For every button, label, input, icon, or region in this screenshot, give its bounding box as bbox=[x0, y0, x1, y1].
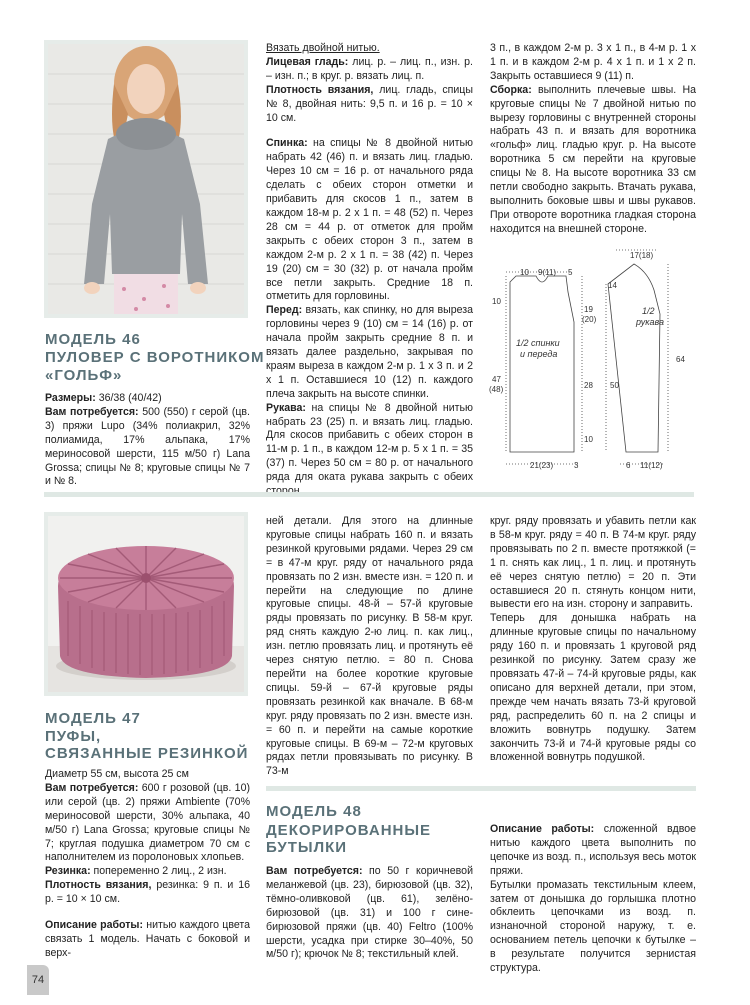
back-text: на спицы № 8 двойной нитью набрать 42 (46) п. и вязать лиц. гладью. Через 10 см = 16 р. от начального ряда сделать с обеих сторон отметки и прибавить для скосов 1 п., затем в каждом 18-м р. 2 х 1 п. = 48 (52) п. Через 28 см = 44 р. от отметок для пройм закрыть с обеих сторон 3 п., затем в каждом 2-м р. 2 х 1 п. = 38 (42) п. Через 19 (20) см = 30 (32) р. от начала пройм все петли закрыть. Средние 18 п. отметить для горловины. bbox=[266, 137, 473, 303]
dim-l48: (48) bbox=[489, 385, 504, 394]
dim-r28: 28 bbox=[584, 381, 593, 390]
model47-col2 bbox=[266, 515, 473, 779]
dim-s14: 14 bbox=[608, 281, 617, 290]
sleeve-label: Рукава: bbox=[266, 401, 306, 414]
pouf-density-text: резинка: 9 п. и 16 р. = 10 × 10 см. bbox=[45, 879, 250, 906]
diagram-body-label1: 1/2 спинки bbox=[516, 338, 560, 348]
need-value: 500 (550) г серой (цв. 3) пряжи Lupo (34% полиакрил, 32% полиамида, 17% альпака, 17% мериносовой шерсти, 115 м/50 г) Lana Grossa; спицы № 8; круговые спицы № 7 и № 8. bbox=[45, 405, 250, 488]
bottles-need-text: по 50 г коричневой меланжевой (цв. 23), бирюзовой (цв. 32), тёмно-оливковой (цв. 61), зелёно-бирюзовой (цв. 31) и 100 г сине-бирюзовой пряжи (цв. 40) Feltro (100% шерсти, усадка при стирке 30–40%, 50 м/50 г); крючок № 8; текстильный клей. bbox=[266, 865, 473, 961]
dim-s64: 64 bbox=[676, 355, 685, 364]
model46-col3 bbox=[490, 42, 696, 237]
pattern-diagram bbox=[486, 242, 696, 474]
model48-divider bbox=[266, 786, 696, 791]
model46-title-line1: ПУЛОВЕР С ВОРОТНИКОМ bbox=[45, 349, 265, 366]
pouf-col2-text: ней детали. Для этого на длинные круговые спицы набрать 160 п. и вязать резинкой круговыми рядами. Через 29 см = в 47-м круг. ряду от начального ряда провязать по 2 изн. вместе изн. = 120 п. и перейти на следующие по длине круговые спицы. 48-й – 57-й круговые ряды провязать по рисунку. В 58-м круг. ряд снять каждую 2-ю лиц. п. как лиц., изн. петлю провязать лиц. и протянуть её через снятую петлю. = 80 п. Снова перейти на более короткие круговые спицы. 59-й – 67-й круговые ряды провязать резинкой как вначале. В 68-м круг. ряду провязать по 2 изн. вместе изн. = 60 п. и перейти на самые короткие круговые спицы. В 69-м – 72-м круговых рядах петли провязывать по рисунку. В 73-м bbox=[266, 515, 473, 778]
dim-t9: 9(11) bbox=[538, 268, 557, 277]
diagram-sleeve-label1: 1/2 bbox=[642, 306, 655, 316]
diagram-body-label2: и переда bbox=[520, 349, 558, 359]
model46-materials bbox=[45, 392, 250, 489]
model47-materials bbox=[45, 768, 250, 961]
assembly-label: Сборка: bbox=[490, 83, 532, 96]
dim-t10: 10 bbox=[520, 268, 529, 277]
front-label: Перед: bbox=[266, 304, 303, 317]
pouf-col3a-text: круг. ряду провязать и убавить петли как в 58-м круг. ряду = 40 п. В 74-м круг. ряду провязывать по 2 п. вместе протяжкой (= 1 п. снять как лиц., 1 п. лиц. и протянуть её через снятую петлю) = 20 п. Эти оставшиеся 20 п. стянуть концом нити, вывести его на изн. сторону и заправить. bbox=[490, 515, 696, 611]
dim-s11: 11(12) bbox=[640, 461, 663, 470]
rib-text: попеременно 2 лиц., 2 изн. bbox=[93, 865, 227, 878]
model46-col2 bbox=[266, 42, 473, 499]
page-number: 74 bbox=[27, 965, 49, 995]
dim-s17: 17(18) bbox=[630, 251, 654, 260]
density-text: лиц. гладь, спицы № 8, двойная нить: 9,5 п. и 16 р. = 10 × 10 см. bbox=[266, 83, 473, 124]
double-thread-note: Вязать двойной нитью. bbox=[266, 42, 380, 54]
rib-label: Резинка: bbox=[45, 865, 91, 878]
pouf-photo bbox=[44, 512, 248, 696]
sizes-value: 36/38 (40/42) bbox=[98, 392, 162, 404]
pouf-need-text: 600 г розовой (цв. 10) или серой (цв. 2) пряжи Ambiente (70% мериносовой шерсти, 30% альпака, 40 м/50 г) Lana Grossa; круговые спицы № 7; круглая подушка диаметром 70 см с наполнителем из поролоновых хлопьев. bbox=[45, 781, 250, 864]
model46-title-line2: «ГОЛЬФ» bbox=[45, 367, 123, 384]
model48-label: МОДЕЛЬ 48 bbox=[266, 803, 362, 820]
bottles-work-text1: сложенной вдвое нитью каждого цвета выполнить по цепочке из возд. п., используя весь моток пряжи. bbox=[490, 823, 696, 877]
model46-label: МОДЕЛЬ 46 bbox=[45, 331, 141, 348]
pouf-illustration bbox=[48, 516, 244, 692]
bottles-work-label: Описание работы: bbox=[490, 823, 595, 835]
sizes-label: Размеры: bbox=[45, 392, 96, 404]
sleeve-text: на спицы № 8 двойной нитью набрать 23 (25) п. и вязать лиц. гладью. Для скосов прибавить с обеих сторон в 11-м р. 1 п., в каждом 12-м р. 5 х 1 п. = 35 (37) п. Через 50 см = 80 р. от начального ряда для оката рукава закрыть с обеих bbox=[266, 401, 473, 484]
model47-col3 bbox=[490, 515, 696, 765]
assembly-text: выполнить плечевые швы. На круговые спицы № 7 двойной нитью по вырезу горловины с внутренней стороны набрать 43 п. и вязать для воротника «гольф» лиц. гладью круг. р. На высоте воротника 5 см перейти на круговые спицы № 8. На высоте воротника 33 см петли свободно закрыть. Втачать рукава, выполнить боковые швы и швы рукавов. При отвороте воротника гладкая сторона находится на внешней стороне. bbox=[490, 83, 696, 235]
diagram-sleeve-label2: рукава bbox=[636, 317, 664, 327]
section-divider bbox=[44, 492, 694, 497]
bottles-need-label: Вам потребуется: bbox=[266, 865, 363, 877]
front-text: вязать, как спинку, но для выреза горловины через 9 (10) см = 14 (16) р. от начала пройм закрыть средние 8 п. и вязать далее раздельно, закрывая по краям выреза в каждом 2-м р. 1 х 3 п. и 2 х 1 п. Оставшиеся 10 (12) п. каждого плеча закрыть на высоте спинки. bbox=[266, 304, 473, 400]
model47-title-line2: СВЯЗАННЫЕ РЕЗИНКОЙ bbox=[45, 745, 249, 762]
model48-title-line2: БУТЫЛКИ bbox=[266, 839, 348, 856]
dim-l10: 10 bbox=[492, 297, 501, 306]
bottles-work-text2: Бутылки промазать текстильным клеем, затем от донышка до горлышка плотно обклеить цепочками из возд. п. изнаночной стороной наружу, т. е. основанием петель цепочки к бутылке – в результате получится зернистая структура. bbox=[490, 878, 696, 975]
pouf-work-text: нитью каждого цвета связать 1 модель. Начать с боковой и верх- bbox=[45, 919, 251, 959]
model48-title-line1: ДЕКОРИРОВАННЫЕ bbox=[266, 822, 432, 839]
dim-r19: 19 bbox=[584, 305, 593, 314]
dim-l47: 47 bbox=[492, 375, 501, 384]
dim-b3: 3 bbox=[574, 461, 579, 470]
model48-materials bbox=[266, 865, 473, 962]
model48-col3 bbox=[490, 823, 696, 976]
dim-b21: 21(23) bbox=[530, 461, 554, 470]
pouf-work-label: Описание работы: bbox=[45, 919, 143, 932]
pouf-density-label: Плотность вязания, bbox=[45, 879, 152, 892]
smooth-text: лиц. р. – лиц. п., изн. р. – изн. п.; в круг. р. вязать лиц. п. bbox=[266, 55, 473, 82]
pouf-need-label: Вам потребуется: bbox=[45, 781, 139, 794]
density-label: Плотность вязания, bbox=[266, 83, 374, 96]
smooth-label: Лицевая гладь: bbox=[266, 55, 349, 68]
model47-label: МОДЕЛЬ 47 bbox=[45, 710, 141, 727]
dim-r20: (20) bbox=[582, 315, 597, 324]
model47-title-line1: ПУФЫ, bbox=[45, 728, 102, 745]
dim-s6: 6 bbox=[626, 461, 631, 470]
need-label: Вам потребуется: bbox=[45, 405, 139, 418]
dim-t5: 5 bbox=[568, 268, 573, 277]
dim-r10: 10 bbox=[584, 435, 593, 444]
back-label: Спинка: bbox=[266, 137, 308, 150]
sweater-illustration bbox=[48, 44, 244, 314]
dim-s50: 50 bbox=[610, 381, 619, 390]
sweater-photo bbox=[44, 40, 248, 318]
sleeve-cont-text: 3 п., в каждом 2-м р. 3 х 1 п., в 4-м р. 1 х 1 п. и в каждом 2-м р. 4 х 1 п. и 1 х 2 п. Закрыть оставшиеся 9 (11) п. bbox=[490, 42, 696, 82]
pouf-dimensions: Диаметр 55 см, высота 25 см bbox=[45, 768, 189, 780]
pouf-col3b-text: Теперь для донышка набрать на длинные круговые спицы по начальному ряду 160 п. и провязать 1 круговой ряд резинкой по рисунку. Затем сразу же провязать 47-й – 74-й круговые ряды, как описано для верхней детали, при этом, прежде чем начать вязать 73-й круговой ряд, распределить 60 п. на 2 спицы и вложить вовнутрь подушку. Затем закончить 73-й и 74-й круговые ряды со вложенной вовнутрь подушкой. bbox=[490, 612, 696, 764]
